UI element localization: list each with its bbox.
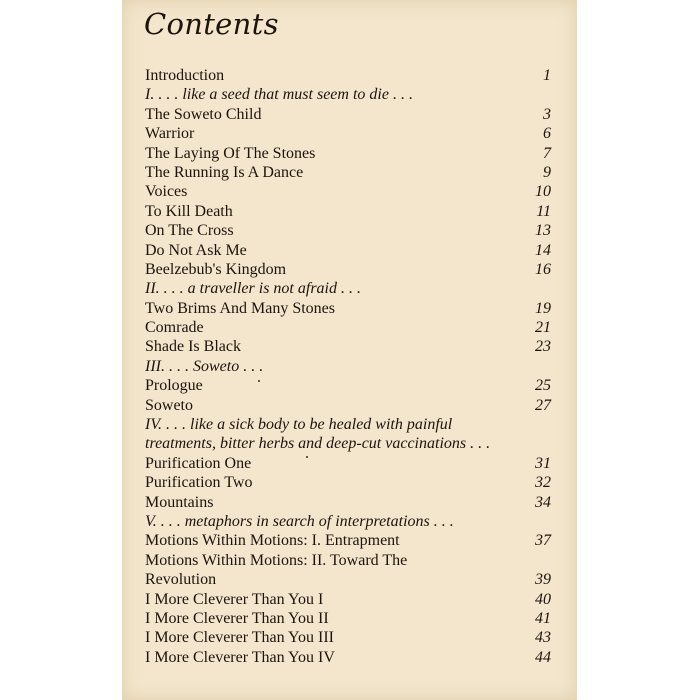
toc-entry (145, 337, 551, 356)
toc-entry-title: The Soweto Child (145, 105, 262, 123)
toc-entry-title: I. . . . like a seed that must seem to die . . . (145, 86, 413, 104)
toc-entry (145, 318, 551, 337)
toc-entry-title: treatments, bitter herbs and deep-cut vaccinations . . . (145, 435, 491, 453)
toc-entry (145, 202, 551, 221)
toc-entry-title: I More Cleverer Than You III (145, 629, 334, 647)
toc-page-number: 41 (535, 609, 551, 627)
toc-entry-title: Purification Two (145, 474, 253, 492)
toc-page-number: 27 (535, 396, 551, 414)
toc-entry-title: Motions Within Motions: I. Entrapment (145, 532, 400, 550)
toc-page-number: 19 (535, 299, 551, 317)
toc-entry-title: III. . . . Soweto . . . (145, 357, 264, 375)
toc-page-number: 11 (536, 202, 551, 220)
toc-entry (145, 609, 551, 628)
toc-entry-title: Do Not Ask Me (145, 241, 247, 259)
toc-page-number: 14 (535, 241, 551, 259)
toc-page-number: 3 (543, 105, 551, 123)
toc-entry-title: Soweto (145, 396, 193, 414)
toc-entry (145, 551, 551, 570)
toc-entry (145, 182, 551, 201)
toc-entry-title: I More Cleverer Than You I (145, 590, 324, 608)
toc-entry (145, 493, 551, 512)
toc-section-heading (145, 434, 551, 453)
toc-entry-title: Revolution (145, 571, 217, 589)
toc-entry (145, 628, 551, 647)
toc-entry-title: Warrior (145, 125, 195, 143)
toc-entry-title: I More Cleverer Than You IV (145, 648, 335, 666)
toc-page-number: 31 (535, 454, 551, 472)
toc-page-number: 16 (535, 260, 551, 278)
toc-page-number: 37 (535, 532, 551, 550)
toc-page-number: 32 (535, 474, 551, 492)
toc-section-heading (145, 415, 551, 434)
toc-entry (145, 473, 551, 492)
toc-entry (145, 124, 551, 143)
toc-entry-title: Introduction (145, 67, 225, 84)
toc-entry (145, 66, 551, 85)
table-of-contents (145, 66, 551, 667)
toc-page-number: 40 (535, 590, 551, 608)
toc-entry-title: IV. . . . like a sick body to be healed with painful (145, 416, 453, 434)
toc-page-number: 44 (535, 648, 551, 666)
toc-entry (145, 531, 551, 550)
toc-page-number: 9 (543, 163, 551, 181)
toc-page-number: 6 (543, 125, 551, 143)
toc-entry (145, 590, 551, 609)
toc-entry (145, 570, 551, 589)
toc-entry (145, 648, 551, 667)
toc-entry (145, 221, 551, 240)
toc-page-number: 7 (543, 144, 551, 162)
toc-entry-title: On The Cross (145, 222, 234, 240)
toc-page-number: 23 (535, 338, 551, 356)
toc-entry (145, 144, 551, 163)
toc-entry-title: Purification One (145, 454, 252, 472)
toc-entry (145, 396, 551, 415)
toc-section-heading (145, 512, 551, 531)
toc-entry (145, 105, 551, 124)
toc-entry-title: II. . . . a traveller is not afraid . . . (145, 280, 361, 298)
toc-page-number: 34 (535, 493, 551, 511)
toc-entry (145, 299, 551, 318)
toc-entry (145, 241, 551, 260)
toc-page-number: 13 (535, 222, 551, 240)
toc-section-heading (145, 279, 551, 298)
paper-speck (306, 456, 308, 458)
toc-page-number: 39 (535, 571, 551, 589)
page-title: Contents (144, 7, 279, 41)
toc-entry-title: Mountains (145, 493, 214, 511)
toc-entry-title: The Laying Of The Stones (145, 144, 316, 162)
toc-entry-title: I More Cleverer Than You II (145, 609, 329, 627)
toc-page-number: 1 (543, 67, 551, 84)
toc-section-heading (145, 85, 551, 104)
toc-page-number: 21 (535, 319, 551, 337)
toc-entry-title: Comrade (145, 319, 204, 337)
toc-entry-title: Shade Is Black (145, 338, 241, 356)
toc-entry-title: V. . . . metaphors in search of interpretations . . . (145, 512, 454, 530)
toc-page-number: 43 (535, 629, 551, 647)
toc-page-number: 10 (535, 183, 551, 201)
toc-page-number: 25 (535, 377, 551, 395)
toc-entry-title: Prologue (145, 377, 203, 395)
toc-section-heading (145, 357, 551, 376)
paper-speck (258, 380, 260, 382)
toc-entry-title: Beelzebub's Kingdom (145, 260, 287, 278)
toc-entry (145, 376, 551, 395)
toc-entry (145, 260, 551, 279)
toc-entry (145, 454, 551, 473)
toc-entry-title: The Running Is A Dance (145, 163, 304, 181)
toc-entry-title: Motions Within Motions: II. Toward The (145, 551, 408, 569)
toc-entry (145, 163, 551, 182)
toc-entry-title: Voices (145, 183, 188, 201)
toc-entry-title: To Kill Death (145, 202, 233, 220)
toc-entry-title: Two Brims And Many Stones (145, 299, 335, 317)
